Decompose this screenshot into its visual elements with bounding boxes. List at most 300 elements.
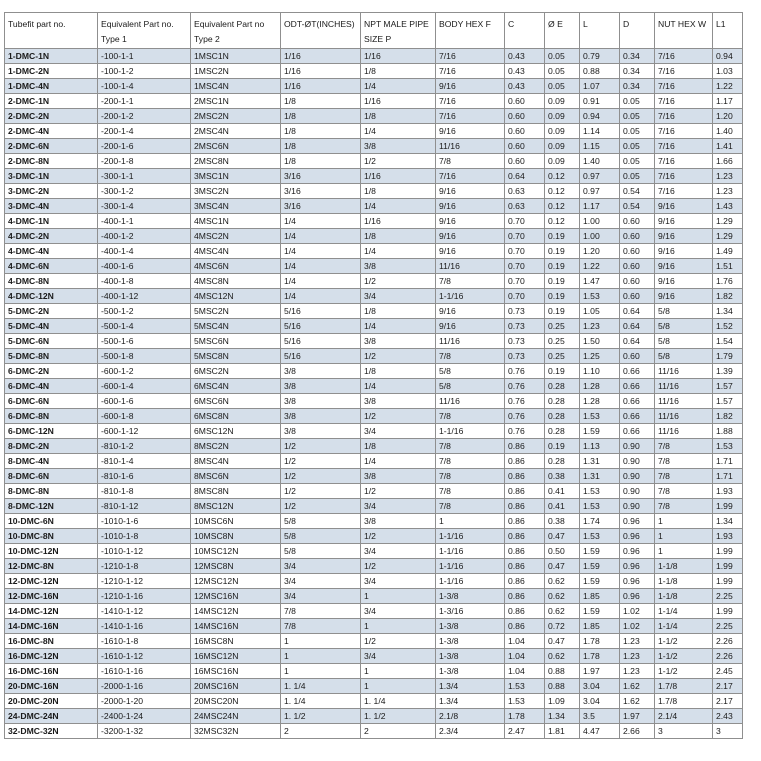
table-cell: 1.39: [713, 364, 743, 379]
table-row: [5, 334, 743, 349]
table-cell: 7/16: [436, 94, 505, 109]
table-cell: 5/8: [281, 514, 361, 529]
table-row: [5, 664, 743, 679]
table-cell: 0.86: [505, 559, 545, 574]
table-cell: 7/8: [655, 454, 713, 469]
table-cell: 3/4: [281, 589, 361, 604]
table-cell: 1/4: [361, 244, 436, 259]
column-header: C: [505, 13, 545, 49]
table-row: [5, 259, 743, 274]
table-cell: 0.96: [620, 514, 655, 529]
table-cell: 0.05: [620, 94, 655, 109]
table-cell: 1/16: [281, 79, 361, 94]
table-cell: 3/4: [281, 559, 361, 574]
table-cell: 0.05: [545, 79, 580, 94]
table-cell: 1.53: [505, 679, 545, 694]
table-cell: 0.70: [505, 274, 545, 289]
table-cell: 1-1/2: [655, 634, 713, 649]
table-cell: 0.79: [580, 49, 620, 64]
table-cell: -600-1-12: [98, 424, 191, 439]
table-cell: -400-1-12: [98, 289, 191, 304]
table-cell: 9/16: [655, 199, 713, 214]
table-cell: 0.60: [620, 289, 655, 304]
table-cell: 0.47: [545, 559, 580, 574]
table-row: [5, 529, 743, 544]
table-cell: 1.57: [713, 394, 743, 409]
table-cell: 8MSC6N: [191, 469, 281, 484]
table-cell: 6MSC8N: [191, 409, 281, 424]
table-cell: 3.04: [580, 679, 620, 694]
table-cell: 16MSC8N: [191, 634, 281, 649]
table-cell: 8MSC2N: [191, 439, 281, 454]
table-cell: 0.60: [505, 139, 545, 154]
table-cell: 0.60: [505, 124, 545, 139]
table-cell: 14MSC12N: [191, 604, 281, 619]
table-cell: 1.10: [580, 364, 620, 379]
table-cell: 7/16: [655, 79, 713, 94]
part-number-cell: 12-DMC-12N: [5, 574, 98, 589]
table-row: [5, 244, 743, 259]
table-cell: 1/4: [361, 319, 436, 334]
table-row: [5, 559, 743, 574]
table-cell: 7/16: [655, 139, 713, 154]
table-cell: 1.53: [505, 694, 545, 709]
table-cell: 1: [281, 634, 361, 649]
table-cell: 7/8: [655, 469, 713, 484]
table-cell: 0.47: [545, 634, 580, 649]
part-number-cell: 20-DMC-20N: [5, 694, 98, 709]
part-number-cell: 2-DMC-2N: [5, 109, 98, 124]
table-cell: 12MSC12N: [191, 574, 281, 589]
table-cell: 7/8: [436, 409, 505, 424]
table-cell: 1.29: [713, 214, 743, 229]
table-cell: 2.25: [713, 619, 743, 634]
table-cell: 1.23: [713, 169, 743, 184]
table-row: [5, 109, 743, 124]
part-number-cell: 10-DMC-12N: [5, 544, 98, 559]
table-cell: 1.59: [580, 559, 620, 574]
part-number-cell: 5-DMC-6N: [5, 334, 98, 349]
table-cell: 12MSC8N: [191, 559, 281, 574]
table-cell: 5/16: [281, 304, 361, 319]
table-cell: 1.53: [580, 529, 620, 544]
table-cell: 1-3/8: [436, 589, 505, 604]
table-cell: 1-1/16: [436, 544, 505, 559]
part-number-cell: 8-DMC-12N: [5, 499, 98, 514]
table-cell: 1.97: [580, 664, 620, 679]
table-cell: 0.73: [505, 349, 545, 364]
table-row: [5, 49, 743, 64]
table-cell: 1/8: [361, 439, 436, 454]
table-cell: 1.02: [620, 619, 655, 634]
table-cell: 3/4: [361, 649, 436, 664]
table-cell: 1-1/2: [655, 649, 713, 664]
table-cell: 1.50: [580, 334, 620, 349]
part-number-cell: 1-DMC-1N: [5, 49, 98, 64]
table-cell: 0.19: [545, 289, 580, 304]
table-cell: 5/8: [655, 319, 713, 334]
table-cell: -1210-1-8: [98, 559, 191, 574]
table-cell: 0.19: [545, 244, 580, 259]
table-cell: 1.53: [713, 439, 743, 454]
table-cell: 6MSC4N: [191, 379, 281, 394]
table-cell: 3/4: [281, 574, 361, 589]
table-cell: 3: [655, 724, 713, 739]
table-cell: 9/16: [436, 199, 505, 214]
table-cell: 0.90: [620, 454, 655, 469]
table-cell: 9/16: [436, 184, 505, 199]
table-cell: 0.96: [620, 544, 655, 559]
table-cell: 0.70: [505, 289, 545, 304]
table-cell: 0.73: [505, 319, 545, 334]
table-cell: 2MSC1N: [191, 94, 281, 109]
table-cell: 9/16: [436, 229, 505, 244]
table-cell: 0.86: [505, 619, 545, 634]
table-cell: -600-1-6: [98, 394, 191, 409]
table-cell: 1.88: [713, 424, 743, 439]
table-cell: 0.86: [505, 454, 545, 469]
table-cell: 1.00: [580, 229, 620, 244]
table-cell: 1.28: [580, 379, 620, 394]
part-number-cell: 1-DMC-4N: [5, 79, 98, 94]
table-cell: 1/4: [361, 379, 436, 394]
table-row: [5, 289, 743, 304]
table-cell: 1.04: [505, 664, 545, 679]
table-cell: 0.19: [545, 229, 580, 244]
table-cell: 5/8: [281, 529, 361, 544]
table-cell: 1/16: [361, 49, 436, 64]
table-cell: 7/16: [655, 184, 713, 199]
table-cell: 0.60: [620, 244, 655, 259]
table-cell: 3/8: [361, 334, 436, 349]
table-cell: 0.62: [545, 574, 580, 589]
table-cell: 4MSC12N: [191, 289, 281, 304]
table-cell: 5MSC4N: [191, 319, 281, 334]
table-cell: 0.05: [620, 139, 655, 154]
table-cell: -200-1-4: [98, 124, 191, 139]
table-cell: 3/8: [361, 139, 436, 154]
table-cell: 1.82: [713, 289, 743, 304]
table-cell: 0.70: [505, 244, 545, 259]
table-cell: 0.50: [545, 544, 580, 559]
table-cell: -810-1-4: [98, 454, 191, 469]
table-cell: 1.99: [713, 604, 743, 619]
table-cell: -400-1-4: [98, 244, 191, 259]
part-number-cell: 12-DMC-16N: [5, 589, 98, 604]
table-cell: 0.90: [620, 469, 655, 484]
table-cell: -1210-1-16: [98, 589, 191, 604]
table-row: [5, 394, 743, 409]
table-cell: 0.73: [505, 334, 545, 349]
table-cell: 1.78: [580, 634, 620, 649]
table-cell: 4MSC4N: [191, 244, 281, 259]
table-cell: 0.25: [545, 349, 580, 364]
part-number-cell: 4-DMC-4N: [5, 244, 98, 259]
table-cell: 0.76: [505, 409, 545, 424]
table-cell: 0.25: [545, 334, 580, 349]
table-cell: 0.60: [620, 274, 655, 289]
table-cell: 1.66: [713, 154, 743, 169]
table-cell: 5MSC6N: [191, 334, 281, 349]
table-cell: 2.66: [620, 724, 655, 739]
table-cell: 1.15: [580, 139, 620, 154]
table-cell: 0.66: [620, 424, 655, 439]
table-cell: 1.07: [580, 79, 620, 94]
table-cell: 0.28: [545, 424, 580, 439]
table-cell: 0.05: [620, 124, 655, 139]
table-cell: -810-1-6: [98, 469, 191, 484]
table-cell: 3/4: [361, 604, 436, 619]
table-cell: 0.96: [620, 559, 655, 574]
table-cell: -200-1-2: [98, 109, 191, 124]
table-cell: 5/8: [655, 304, 713, 319]
table-cell: 0.09: [545, 154, 580, 169]
table-cell: 1.93: [713, 529, 743, 544]
table-cell: 1/4: [361, 454, 436, 469]
table-cell: 7/16: [655, 94, 713, 109]
table-cell: 0.86: [505, 499, 545, 514]
part-number-cell: 20-DMC-16N: [5, 679, 98, 694]
table-cell: 5/16: [281, 334, 361, 349]
table-cell: 1-1/4: [655, 619, 713, 634]
table-cell: 0.34: [620, 64, 655, 79]
table-cell: 4MSC8N: [191, 274, 281, 289]
table-cell: -1610-1-16: [98, 664, 191, 679]
table-cell: 0.90: [620, 484, 655, 499]
table-cell: 1/8: [361, 184, 436, 199]
table-cell: 1/2: [361, 559, 436, 574]
table-cell: 1/8: [361, 229, 436, 244]
table-cell: 0.25: [545, 319, 580, 334]
part-number-cell: 8-DMC-6N: [5, 469, 98, 484]
table-cell: 0.90: [620, 499, 655, 514]
table-cell: 5/8: [281, 544, 361, 559]
table-cell: 2.3/4: [436, 724, 505, 739]
table-cell: 1.82: [713, 409, 743, 424]
table-cell: 0.34: [620, 49, 655, 64]
table-cell: 5/8: [655, 334, 713, 349]
table-cell: 7/8: [436, 454, 505, 469]
table-row: [5, 79, 743, 94]
table-row: [5, 649, 743, 664]
table-cell: 9/16: [436, 244, 505, 259]
table-cell: 1.79: [713, 349, 743, 364]
table-cell: 7/8: [436, 154, 505, 169]
table-cell: 0.94: [713, 49, 743, 64]
table-cell: 3/4: [361, 574, 436, 589]
table-cell: 4MSC2N: [191, 229, 281, 244]
table-cell: 1-3/16: [436, 604, 505, 619]
table-cell: 1-1/4: [655, 604, 713, 619]
table-cell: -200-1-6: [98, 139, 191, 154]
table-row: [5, 229, 743, 244]
table-cell: 1.34: [545, 709, 580, 724]
table-cell: 1/2: [281, 469, 361, 484]
table-cell: -2000-1-16: [98, 679, 191, 694]
table-cell: 2.45: [713, 664, 743, 679]
table-cell: -200-1-8: [98, 154, 191, 169]
table-cell: 1/2: [361, 634, 436, 649]
table-row: [5, 304, 743, 319]
table-cell: -500-1-8: [98, 349, 191, 364]
table-cell: -400-1-2: [98, 229, 191, 244]
table-cell: 5/16: [281, 319, 361, 334]
table-cell: 7/8: [436, 484, 505, 499]
table-cell: 0.34: [620, 79, 655, 94]
part-number-cell: 10-DMC-6N: [5, 514, 98, 529]
table-cell: 16MSC16N: [191, 664, 281, 679]
table-cell: 0.96: [620, 589, 655, 604]
table-cell: 9/16: [655, 244, 713, 259]
table-cell: 1/8: [361, 304, 436, 319]
table-cell: 1.34: [713, 514, 743, 529]
table-cell: 3.04: [580, 694, 620, 709]
table-cell: 1MSC4N: [191, 79, 281, 94]
column-header: NUT HEX W: [655, 13, 713, 49]
table-cell: 7/16: [655, 109, 713, 124]
table-cell: 1.23: [713, 184, 743, 199]
table-cell: 1/16: [361, 94, 436, 109]
table-cell: 1MSC1N: [191, 49, 281, 64]
table-cell: 1.54: [713, 334, 743, 349]
part-number-cell: 8-DMC-4N: [5, 454, 98, 469]
table-cell: 1.3/4: [436, 694, 505, 709]
table-cell: -400-1-1: [98, 214, 191, 229]
table-cell: 3/4: [361, 289, 436, 304]
table-row: [5, 544, 743, 559]
table-cell: 3/8: [281, 364, 361, 379]
table-cell: 0.86: [505, 589, 545, 604]
table-cell: 1. 1/4: [281, 694, 361, 709]
table-cell: 3/8: [281, 424, 361, 439]
table-cell: 1: [361, 664, 436, 679]
table-cell: 10MSC8N: [191, 529, 281, 544]
table-cell: 2.47: [505, 724, 545, 739]
table-row: [5, 64, 743, 79]
table-cell: 7/16: [655, 49, 713, 64]
table-cell: 1/16: [361, 169, 436, 184]
table-cell: 1-1/16: [436, 559, 505, 574]
table-cell: 3MSC4N: [191, 199, 281, 214]
table-cell: 1.09: [545, 694, 580, 709]
table-row: [5, 694, 743, 709]
table-cell: 1/2: [361, 529, 436, 544]
table-row: [5, 184, 743, 199]
table-cell: 0.64: [620, 319, 655, 334]
table-cell: 1.02: [620, 604, 655, 619]
part-number-cell: 1-DMC-2N: [5, 64, 98, 79]
table-cell: 3/8: [281, 379, 361, 394]
table-cell: 1-1/8: [655, 559, 713, 574]
table-cell: 1. 1/2: [361, 709, 436, 724]
table-cell: 1.47: [580, 274, 620, 289]
table-cell: 9/16: [436, 304, 505, 319]
table-cell: 0.05: [620, 169, 655, 184]
table-row: [5, 679, 743, 694]
table-cell: -810-1-2: [98, 439, 191, 454]
table-cell: 2.17: [713, 679, 743, 694]
table-cell: 0.86: [505, 574, 545, 589]
table-cell: 10MSC12N: [191, 544, 281, 559]
table-cell: -810-1-12: [98, 499, 191, 514]
table-cell: 9/16: [655, 259, 713, 274]
table-cell: 0.96: [620, 574, 655, 589]
table-cell: 0.60: [505, 94, 545, 109]
table-cell: 3/4: [361, 424, 436, 439]
table-cell: 1/8: [281, 154, 361, 169]
table-row: [5, 499, 743, 514]
table-cell: 0.76: [505, 394, 545, 409]
part-number-cell: 3-DMC-4N: [5, 199, 98, 214]
table-row: [5, 139, 743, 154]
table-cell: 0.60: [620, 259, 655, 274]
table-cell: 0.54: [620, 184, 655, 199]
table-cell: 1.59: [580, 544, 620, 559]
table-cell: 1: [361, 589, 436, 604]
part-number-cell: 4-DMC-12N: [5, 289, 98, 304]
table-cell: -400-1-8: [98, 274, 191, 289]
table-cell: -500-1-6: [98, 334, 191, 349]
table-cell: 1-1/16: [436, 424, 505, 439]
table-row: [5, 424, 743, 439]
table-cell: -200-1-1: [98, 94, 191, 109]
table-cell: 1/4: [281, 214, 361, 229]
table-cell: 0.91: [580, 94, 620, 109]
table-cell: 1.99: [713, 544, 743, 559]
table-cell: 1: [655, 529, 713, 544]
table-cell: 7/8: [655, 484, 713, 499]
table-cell: 9/16: [436, 214, 505, 229]
table-cell: 7/16: [655, 169, 713, 184]
table-cell: 0.86: [505, 604, 545, 619]
table-cell: 1.43: [713, 199, 743, 214]
table-cell: 7/8: [281, 619, 361, 634]
table-cell: 1.59: [580, 424, 620, 439]
table-cell: 1/8: [281, 94, 361, 109]
table-cell: -2000-1-20: [98, 694, 191, 709]
table-cell: 0.70: [505, 259, 545, 274]
table-cell: 3MSC1N: [191, 169, 281, 184]
table-cell: 14MSC16N: [191, 619, 281, 634]
table-cell: 2.1/8: [436, 709, 505, 724]
table-cell: 1.78: [580, 649, 620, 664]
table-cell: 3/8: [361, 469, 436, 484]
table-cell: 0.66: [620, 394, 655, 409]
table-cell: 0.43: [505, 64, 545, 79]
table-cell: 7/8: [655, 499, 713, 514]
part-number-cell: 6-DMC-6N: [5, 394, 98, 409]
table-cell: 1.71: [713, 469, 743, 484]
part-number-cell: 6-DMC-4N: [5, 379, 98, 394]
table-cell: 1/8: [361, 364, 436, 379]
table-cell: 7/8: [436, 499, 505, 514]
table-cell: 1: [436, 514, 505, 529]
table-row: [5, 439, 743, 454]
table-cell: 1.13: [580, 439, 620, 454]
table-cell: 1. 1/4: [361, 694, 436, 709]
table-cell: 6MSC12N: [191, 424, 281, 439]
table-cell: -3200-1-32: [98, 724, 191, 739]
table-cell: 0.09: [545, 109, 580, 124]
table-row: [5, 409, 743, 424]
part-number-cell: 6-DMC-12N: [5, 424, 98, 439]
table-cell: 1.85: [580, 619, 620, 634]
table-cell: 0.19: [545, 304, 580, 319]
table-cell: -1010-1-6: [98, 514, 191, 529]
table-cell: 11/16: [655, 379, 713, 394]
table-cell: 3/4: [361, 544, 436, 559]
table-cell: -300-1-1: [98, 169, 191, 184]
